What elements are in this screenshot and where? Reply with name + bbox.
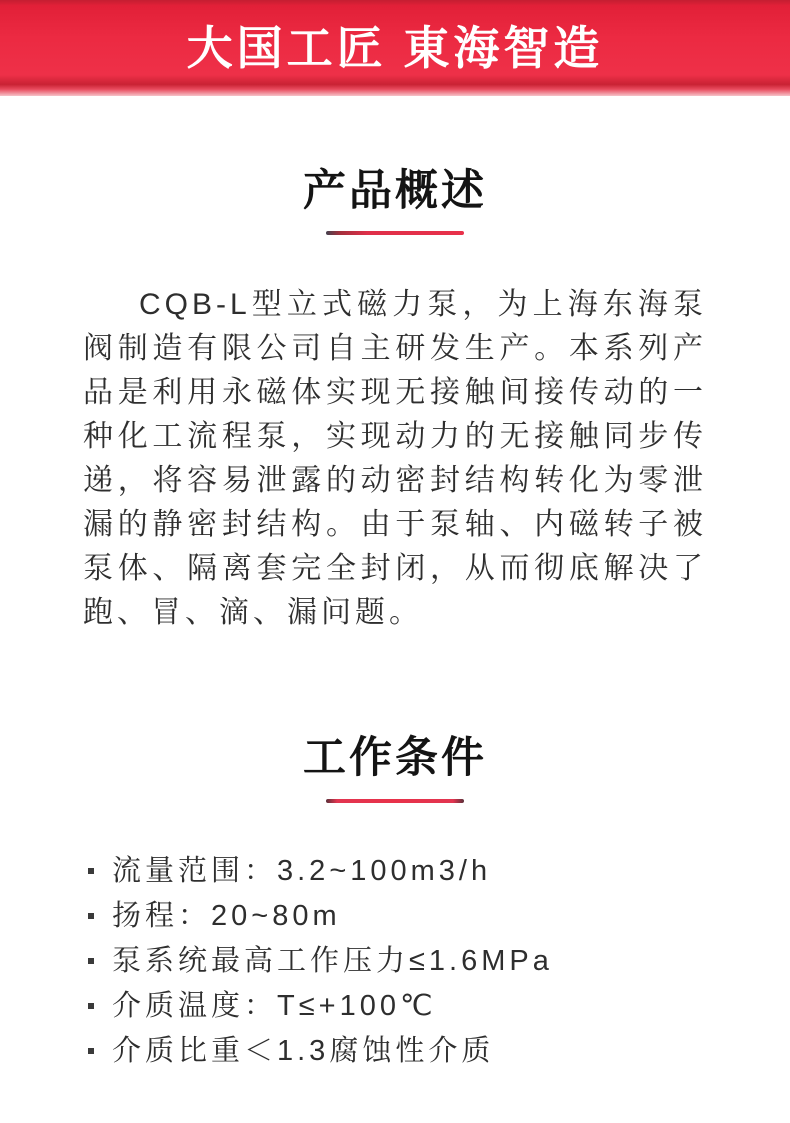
bullet-icon (88, 868, 94, 874)
bullet-icon (88, 1003, 94, 1009)
overview-paragraph: CQB-L型立式磁力泵，为上海东海泵阀制造有限公司自主研发生产。本系列产品是利用永磁体实现无接触间接传动的一种化工流程泵，实现动力的无接触同步传递，将容易泄露的动密封结构转化为零泄漏的静密封结构。由于泵轴、内磁转子被泵体、隔离套完全封闭，从而彻底解决了跑、冒、滴、漏问题。 (83, 288, 707, 630)
list-item (86, 849, 790, 893)
bullet-icon (88, 1048, 94, 1054)
condition-flow-range: 流量范围：3.2~100m3/h (112, 854, 492, 887)
list-item (86, 984, 790, 1028)
list-item (86, 1029, 790, 1073)
conditions-list (0, 849, 790, 1073)
section-product-overview (0, 96, 790, 635)
overview-heading-underline (326, 231, 464, 235)
section-working-conditions (0, 635, 790, 1072)
conditions-heading: 工作条件 (303, 734, 487, 783)
overview-heading: 产品概述 (303, 167, 487, 215)
bullet-icon (88, 913, 94, 919)
banner-title: 大国工匠 東海智造 (186, 22, 604, 74)
condition-medium-temperature: 介质温度：T≤+100℃ (112, 989, 437, 1022)
condition-max-pressure: 泵系统最高工作压力≤1.6MPa (112, 944, 553, 977)
list-item (86, 939, 790, 983)
list-item (86, 894, 790, 938)
condition-head: 扬程：20~80m (112, 899, 341, 932)
top-banner (0, 0, 790, 96)
bullet-icon (88, 958, 94, 964)
conditions-heading-underline (326, 799, 464, 803)
condition-medium-gravity: 介质比重＜1.3腐蚀性介质 (112, 1034, 495, 1067)
